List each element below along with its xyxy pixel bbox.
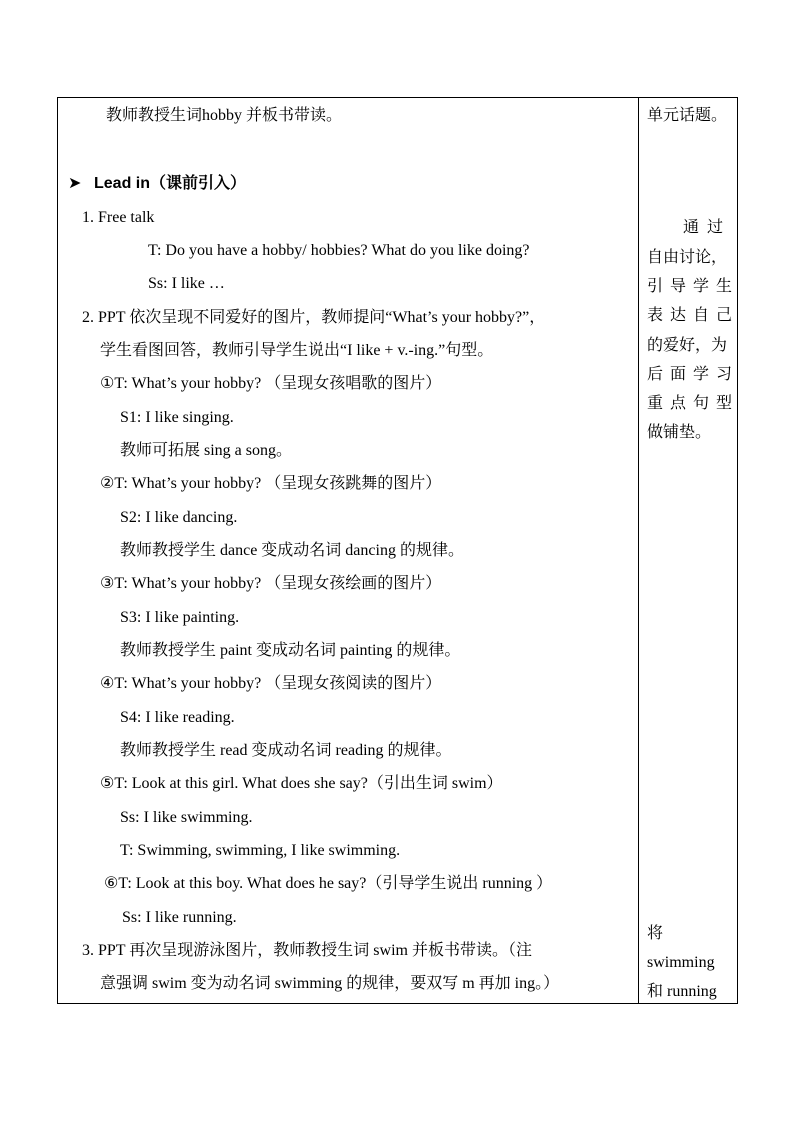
dialogue-line: S4: I like reading. [120, 709, 235, 726]
step1-heading: 1. Free talk [82, 209, 155, 226]
purpose-column [639, 98, 738, 1003]
dialogue-line: ③T: What’s your hobby? （呈现女孩绘画的图片） [100, 575, 442, 592]
dialogue-line: 教师教授学生 dance 变成动名词 dancing 的规律。 [120, 542, 464, 559]
dialogue-line: ⑥T: Look at this boy. What does he say?（引导学生说出 running ） [104, 875, 553, 892]
dialogue-line: ①T: What’s your hobby? （呈现女孩唱歌的图片） [100, 375, 442, 392]
intro-text: 教师教授生词hobby 并板书带读。 [106, 107, 343, 124]
dialogue-line: 教师教授学生 paint 变成动名词 painting 的规律。 [120, 642, 461, 659]
dialogue-line: T: Swimming, swimming, I like swimming. [120, 842, 401, 859]
topic-text: 单元话题。 [647, 107, 728, 124]
dialogue-line: S1: I like singing. [120, 409, 234, 426]
note-line: 和 running [647, 983, 717, 1000]
lesson-plan-table [57, 97, 738, 1004]
step3-heading: 3. PPT 再次呈现游泳图片，教师教授生词 swim 并板书带读。（注 [82, 942, 532, 959]
dialogue-line: ⑤T: Look at this girl. What does she say?（引出生词 swim） [100, 775, 503, 792]
dialogue-line: Ss: I like running. [122, 909, 237, 926]
dialogue-line: S2: I like dancing. [120, 509, 238, 526]
note-line: swimming [647, 954, 715, 971]
purpose-line: 做铺垫。 [647, 424, 712, 441]
step1-line: T: Do you have a hobby/ hobbies? What do you like doing? [148, 242, 530, 259]
step2-heading: 2. PPT 依次呈现不同爱好的图片，教师提问“What’s your hobby?”， [82, 309, 546, 326]
purpose-line: 表达自己 [647, 307, 740, 324]
purpose-first-word-char: 通 [683, 219, 700, 236]
purpose-line: 自由讨论， [647, 249, 728, 266]
dialogue-line: 教师教授学生 read 变成动名词 reading 的规律。 [120, 742, 452, 759]
note-line: 将 [647, 925, 664, 942]
lead-in-heading [68, 174, 246, 194]
purpose-first-word-char: 过 [706, 219, 723, 236]
procedure-column [58, 98, 638, 1003]
step3-heading-cont: 意强调 swim 变为动名词 swimming 的规律，要双写 m 再加 ing。） [100, 975, 560, 992]
step1-line: Ss: I like … [148, 275, 225, 292]
arrow-bullet-icon: ➤ [68, 175, 82, 192]
dialogue-line: Ss: I like swimming. [120, 809, 253, 826]
purpose-line: 的爱好，为 [647, 337, 728, 354]
dialogue-line: 教师可拓展 sing a song。 [120, 442, 293, 459]
purpose-line: 后面学习 [647, 366, 740, 383]
purpose-line: 引导学生 [647, 278, 740, 295]
lead-in-title: Lead in（课前引入） [94, 175, 247, 192]
dialogue-line: S3: I like painting. [120, 609, 240, 626]
dialogue-line: ④T: What’s your hobby? （呈现女孩阅读的图片） [100, 675, 442, 692]
step2-heading-cont: 学生看图回答，教师引导学生说出“I like + v.-ing.”句型。 [100, 342, 494, 359]
purpose-line: 重点句型 [647, 395, 740, 412]
purpose-line-indent [683, 218, 723, 238]
dialogue-line: ②T: What’s your hobby? （呈现女孩跳舞的图片） [100, 475, 442, 492]
